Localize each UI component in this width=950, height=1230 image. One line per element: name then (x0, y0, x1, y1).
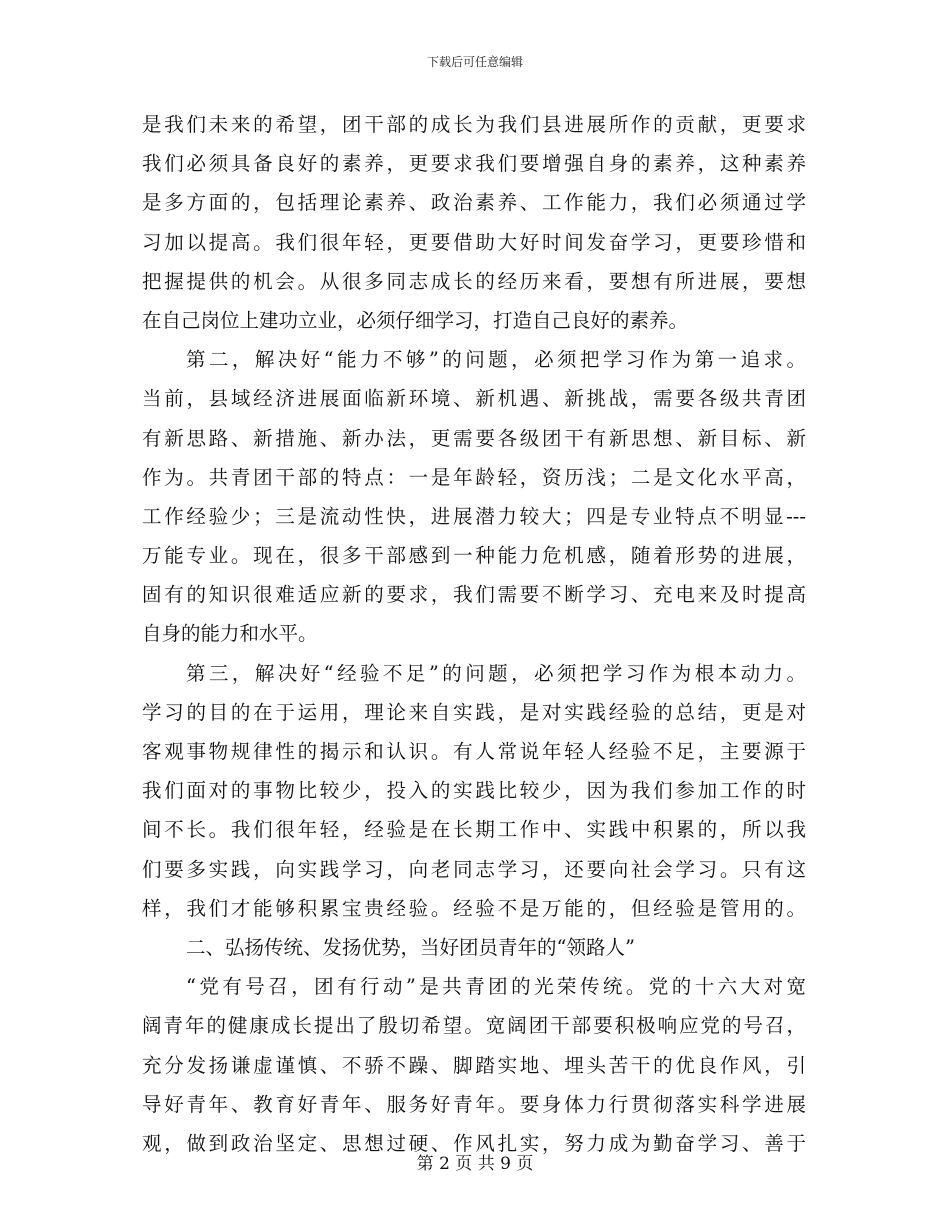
text-line: 客观事物规律性的揭示和认识。有人常说年轻人经验不足，主要源于 (142, 740, 806, 763)
text-line: 工作经验少；三是流动性快，进展潜力较大；四是专业特点不明显--- (142, 504, 806, 528)
document-body (142, 105, 806, 1163)
text-line: 二、弘扬传统、发扬优势，当好团员青年的“领路人” (186, 935, 635, 959)
text-line: 把握提供的机会。从很多同志成长的经历来看，要想有所进展，要想 (142, 269, 806, 293)
text-line: 习加以提高。我们很年轻，更要借助大好时间发奋学习，更要珍惜和 (142, 230, 806, 254)
text-line: 间不长。我们很年轻，经验是在长期工作中、实践中积累的，所以我 (142, 818, 806, 842)
text-line: 们要多实践，向实践学习，向老同志学习，还要向社会学习。只有这 (142, 857, 806, 881)
text-line: 自身的能力和水平。 (142, 622, 318, 646)
text-line: 固有的知识很难适应新的要求，我们需要不断学习、充电来及时提高 (142, 583, 806, 607)
text-line: 阔青年的健康成长提出了殷切希望。宽阔团干部要积极响应党的号召， (142, 1014, 806, 1038)
text-line: 当前，县域经济进展面临新环境、新机遇、新挑战，需要各级共青团 (142, 387, 806, 411)
text-line: 有新思路、新措施、新办法，更需要各级团干有新思想、新目标、新 (142, 426, 806, 450)
page-number: 第 2 页 共 9 页 (416, 1154, 534, 1174)
text-line: 是多方面的，包括理论素养、政治素养、工作能力，我们必须通过学 (142, 191, 806, 215)
text-line: 我们面对的事物比较少，投入的实践比较少，因为我们参加工作的时 (142, 779, 806, 803)
text-line: 观，做到政治坚定、思想过硬、作风扎实，努力成为勤奋学习、善于 (142, 1131, 806, 1155)
text-line: 学习的目的在于运用，理论来自实践，是对实践经验的总结，更是对 (142, 700, 806, 724)
text-line: 样，我们才能够积累宝贵经验。经验不是万能的，但经验是管用的。 (142, 896, 806, 920)
text-line: 在自己岗位上建功立业，必须仔细学习，打造自己良好的素养。 (142, 308, 689, 332)
text-line: 我们必须具备良好的素养，更要求我们要增强自身的素养，这种素养 (142, 152, 806, 176)
text-line: 第二，解决好“能力不够”的问题，必须把学习作为第一追求。 (186, 348, 806, 372)
text-line: “党有号召，团有行动”是共青团的光荣传统。党的十六大对宽 (186, 975, 806, 999)
text-line: 第三，解决好“经验不足”的问题，必须把学习作为根本动力。 (186, 661, 806, 685)
text-line: 是我们未来的希望，团干部的成长为我们县进展所作的贡献，更要求 (142, 113, 806, 136)
page-header: 下载后可任意编辑 (426, 55, 523, 69)
text-line: 万能专业。现在，很多干部感到一种能力危机感，随着形势的进展， (142, 544, 806, 568)
text-line: 导好青年、教育好青年、服务好青年。要身体力行贯彻落实科学进展 (142, 1092, 806, 1116)
text-line: 充分发扬谦虚谨慎、不骄不躁、脚踏实地、埋头苦干的优良作风，引 (142, 1053, 806, 1077)
text-line: 作为。共青团干部的特点：一是年龄轻，资历浅；二是文化水平高， (142, 465, 806, 489)
